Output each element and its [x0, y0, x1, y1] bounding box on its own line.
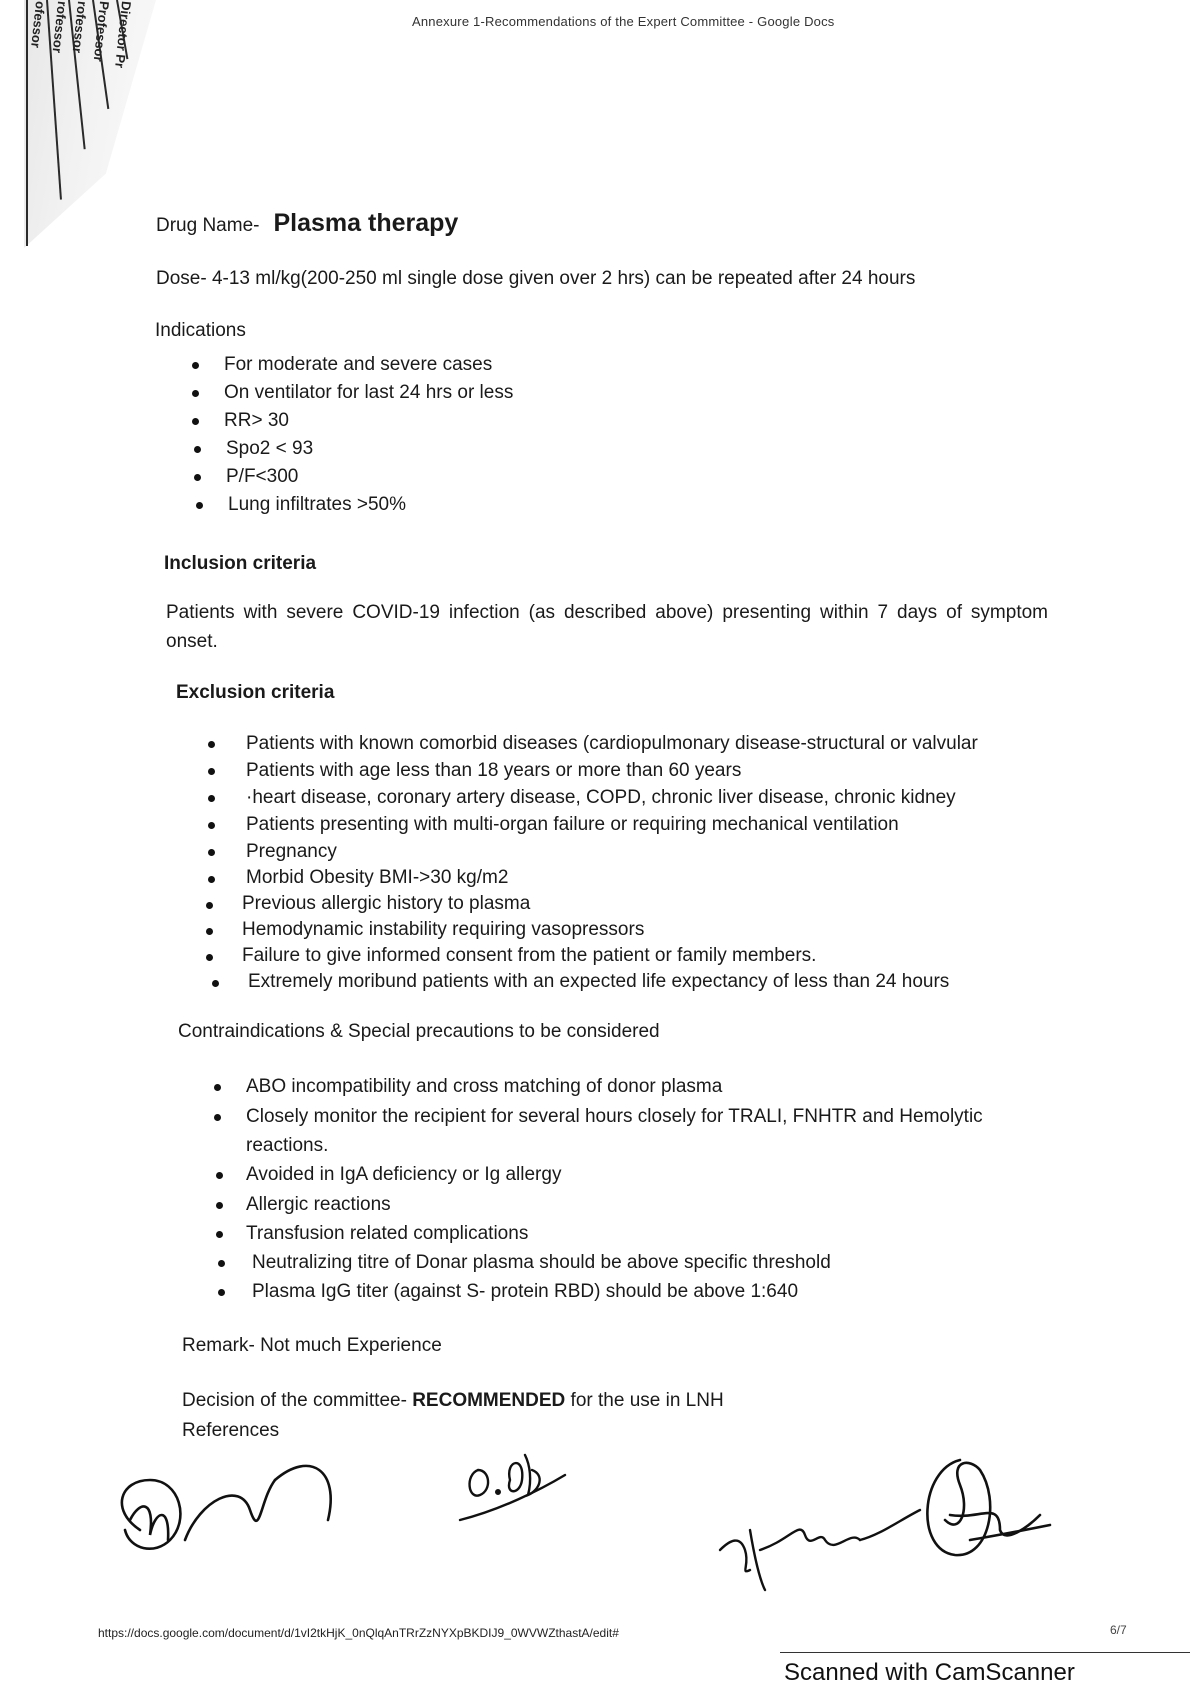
exclusion-list	[208, 730, 978, 995]
inclusion-heading: Inclusion criteria	[164, 553, 317, 574]
list-item: ABO incompatibility and cross matching of donor plasma	[214, 1072, 983, 1102]
edge-label: Professor	[90, 0, 112, 63]
list-item: On ventilator for last 24 hrs or less	[192, 379, 513, 407]
camscanner-watermark: Scanned with CamScanner	[784, 1659, 1075, 1686]
references-heading: References	[182, 1420, 280, 1441]
list-item: Failure to give informed consent from the patient or family members.	[208, 943, 978, 969]
list-item: Neutralizing titre of Donar plasma should be above specific threshold	[214, 1248, 983, 1277]
edge-label: rofessor	[69, 0, 90, 54]
decision-emphasis: RECOMMENDED	[412, 1390, 566, 1411]
list-item: P/F<300	[192, 463, 513, 491]
list-item: Pregnancy	[208, 838, 978, 865]
inclusion-text: Patients with severe COVID-19 infection (as described above) presenting within 7 days of symptom onset.	[166, 602, 1048, 652]
list-item: reactions.	[246, 1135, 329, 1156]
list-item: Morbid Obesity BMI->30 kg/m2	[208, 865, 978, 891]
list-item: Previous allergic history to plasma	[208, 891, 978, 917]
edge-label: ofessor	[28, 0, 48, 49]
signature-4	[927, 1460, 1050, 1555]
signature-1	[122, 1466, 331, 1549]
drug-name-value: Plasma therapy	[273, 209, 459, 237]
indications-heading: Indications	[155, 320, 246, 341]
list-item: Patients with age less than 18 years or more than 60 years	[208, 757, 978, 784]
document-header-title: Annexure 1-Recommendations of the Expert Committee - Google Docs	[412, 14, 835, 29]
footer-rule	[780, 1652, 1190, 1653]
remark-text: Remark- Not much Experience	[182, 1335, 442, 1356]
list-item: Patients with known comorbid diseases (cardiopulmonary disease-structural or valvular	[208, 730, 978, 757]
list-item: ·heart disease, coronary artery disease, COPD, chronic liver disease, chronic kidney	[208, 784, 978, 811]
contraindications-list	[214, 1072, 983, 1306]
list-item: For moderate and severe cases	[192, 351, 513, 379]
list-item: Transfusion related complications	[214, 1219, 983, 1248]
decision-prefix: Decision of the committee-	[182, 1390, 407, 1411]
list-item: Plasma IgG titer (against S- protein RBD) should be above 1:640	[214, 1277, 983, 1306]
list-item: Avoided in IgA deficiency or Ig allergy	[214, 1160, 983, 1190]
edge-label: Director Pr	[112, 0, 134, 69]
signature-2	[460, 1455, 565, 1520]
list-item: Patients presenting with multi-organ failure or requiring mechanical ventilation	[208, 811, 978, 838]
contraindications-heading: Contraindications & Special precautions to be considered	[178, 1021, 660, 1042]
signature-3	[720, 1510, 920, 1590]
list-item: Extremely moribund patients with an expected life expectancy of less than 24 hours	[208, 969, 978, 995]
list-item: Closely monitor the recipient for several hours closely for TRALI, FNHTR and Hemolytic	[214, 1102, 983, 1132]
list-item: Hemodynamic instability requiring vasopressors	[208, 917, 978, 943]
decision-row	[182, 1390, 724, 1412]
dose-text: Dose- 4-13 ml/kg(200-250 ml single dose given over 2 hrs) can be repeated after 24 hours	[156, 268, 916, 289]
footer-url: https://docs.google.com/document/d/1vI2tkHjK_0nQlqAnTRrZzNYXpBKDIJ9_0WVWZthastA/edit#	[98, 1626, 619, 1640]
indications-list	[192, 351, 513, 519]
drug-name-row	[156, 209, 458, 238]
edge-label: rofessor	[49, 0, 70, 54]
signatures	[100, 1440, 1100, 1610]
list-item: Allergic reactions	[214, 1190, 983, 1219]
decision-suffix: for the use in LNH	[570, 1390, 724, 1411]
exclusion-heading: Exclusion criteria	[176, 682, 335, 703]
drug-name-label: Drug Name-	[156, 215, 260, 236]
scan-edge-labels	[26, 2, 156, 72]
list-item: Lung infiltrates >50%	[192, 491, 513, 519]
list-item: Spo2 < 93	[192, 435, 513, 463]
list-item: RR> 30	[192, 407, 513, 435]
page-number: 6/7	[1110, 1623, 1127, 1637]
